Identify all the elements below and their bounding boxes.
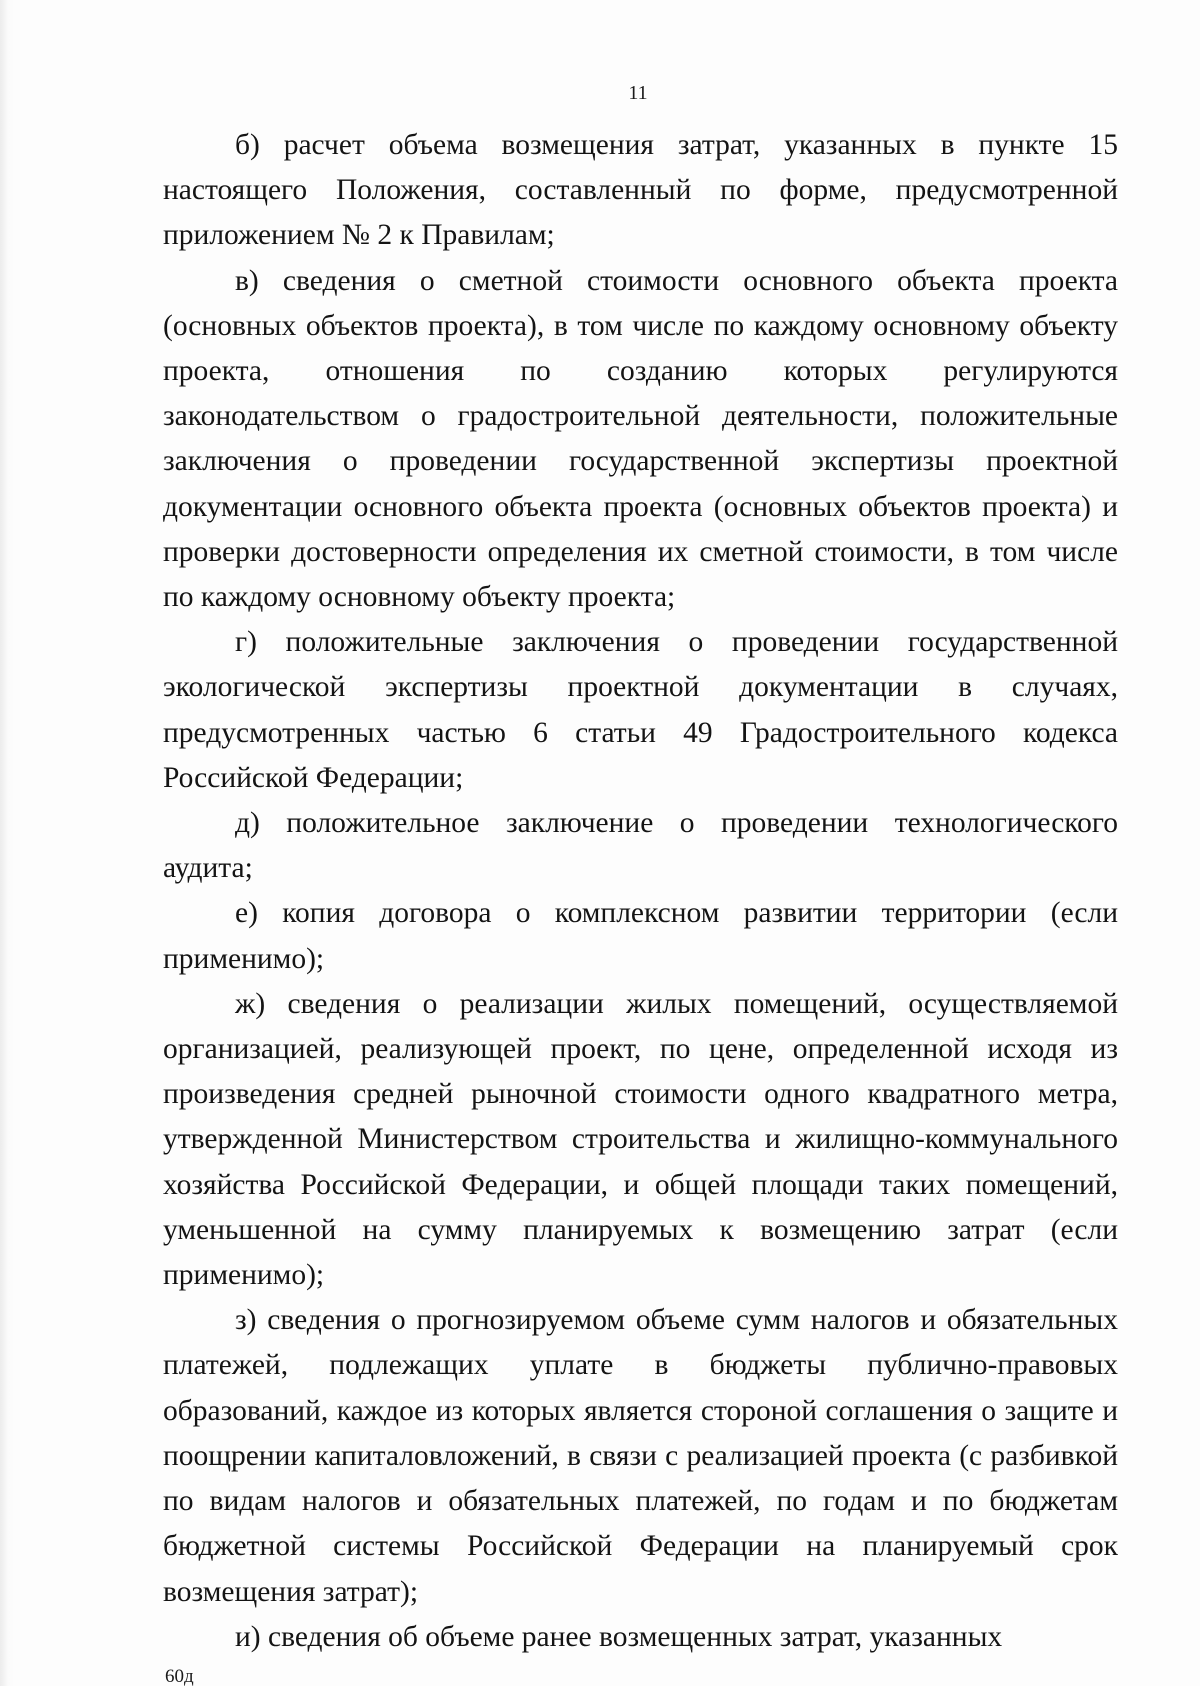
paragraph-e: е) копия договора о комплексном развитии территории (если применимо); — [163, 897, 1118, 975]
paragraph-z: з) сведения о прогнозируемом объеме сумм налогов и обязательных платежей, подлежащих уплате в бюджеты публично-правовых образований, каждое из которых является стороной соглашения о защите и поощрении капиталовложений, в связи с реализацией проекта (с разбивкой по видам налогов и обязательных платежей, по годам и по бюджетам бюджетной системы Российской Федерации на планируемый срок возмещения затрат); — [163, 1304, 1118, 1608]
paragraph-i: и) сведения об объеме ранее возмещенных затрат, указанных — [235, 1620, 1003, 1653]
paragraph-v: в) сведения о сметной стоимости основного объекта проекта (основных объектов проекта), в том числе по каждому основному объекту проекта, отношения по созданию которых регулируются законодательством о градостроительной деятельности, положительные заключения о проведении государственной экспертизы проектной документации основного объекта проекта (основных объектов проекта) и проверки достоверности определения их сметной стоимости, в том числе по каждому основному объекту проекта; — [163, 264, 1118, 614]
footer-document-code: 60д — [165, 1666, 194, 1686]
document-body — [163, 123, 1118, 1660]
paragraph-b: б) расчет объема возмещения затрат, указанных в пункте 15 настоящего Положения, составленный по форме, предусмотренной приложением № 2 к Правилам; — [163, 129, 1118, 252]
scan-edge — [0, 0, 14, 1686]
page-number: 11 — [628, 82, 648, 104]
paragraph-g: г) положительные заключения о проведении государственной экологической экспертизы проектной документации в случаях, предусмотренных частью 6 статьи 49 Градостроительного кодекса Российской Федерации; — [163, 626, 1118, 794]
paragraph-zh: ж) сведения о реализации жилых помещений, осуществляемой организацией, реализующей проект, по цене, определенной исходя из произведения средней рыночной стоимости одного квадратного метра, утвержденной Министерством строительства и жилищно-коммунального хозяйства Российской Федерации, и общей площади таких помещений, уменьшенной на сумму планируемых к возмещению затрат (если применимо); — [163, 987, 1118, 1292]
paragraph-d: д) положительное заключение о проведении технологического аудита; — [163, 807, 1118, 885]
